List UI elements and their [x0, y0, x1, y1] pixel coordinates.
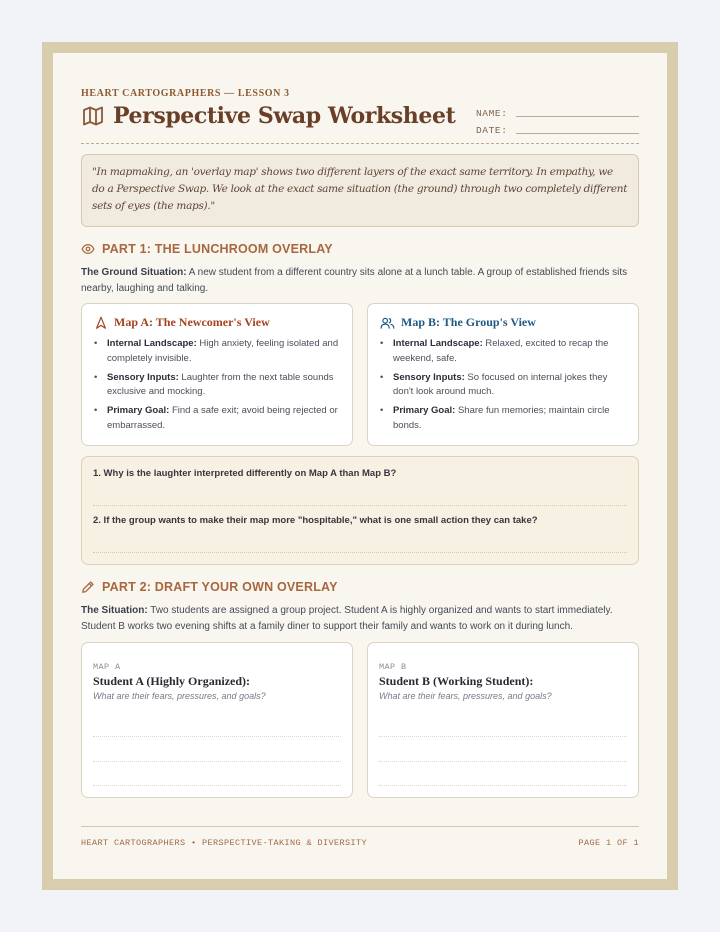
users-icon	[380, 316, 395, 330]
page-title: Perspective Swap Worksheet	[113, 103, 456, 129]
lesson-kicker: HEART CARTOGRAPHERS — LESSON 3	[81, 88, 290, 99]
name-line[interactable]	[516, 116, 639, 117]
ground-situation	[81, 265, 639, 296]
name-label: NAME:	[476, 108, 508, 119]
title-row	[81, 103, 455, 129]
part2-situation	[81, 603, 639, 634]
reflection-questions	[81, 456, 639, 565]
writing-line[interactable]	[93, 761, 341, 762]
footer-divider	[81, 826, 639, 827]
draft-map-a-card	[81, 642, 353, 798]
list-item: • Primary Goal: Find a safe exit; avoid being rejected or embarrassed.	[94, 405, 338, 431]
map-b-card	[367, 303, 639, 446]
eye-icon	[81, 242, 95, 256]
part2-heading	[81, 580, 338, 594]
footer-left: HEART CARTOGRAPHERS • PERSPECTIVE-TAKING & DIVERSITY	[81, 838, 368, 848]
compass-icon	[94, 316, 108, 330]
list-item: • Internal Landscape: High anxiety, feeling isolated and completely invisible.	[94, 338, 339, 364]
map-icon	[81, 104, 105, 128]
draft-map-a-tag: MAP A	[93, 662, 121, 672]
draft-map-b-name: Student B (Working Student):	[379, 674, 534, 688]
date-line[interactable]	[516, 133, 639, 134]
date-field[interactable]	[476, 119, 639, 136]
list-item: • Sensory Inputs: Laughter from the next table sounds exclusive and mocking.	[94, 371, 334, 397]
map-a-title: Map A: The Newcomer's View	[114, 315, 270, 329]
writing-line[interactable]	[379, 785, 627, 786]
page-number: PAGE 1 OF 1	[578, 838, 639, 848]
list-item: • Sensory Inputs: So focused on internal jokes they don't look around much.	[380, 371, 608, 397]
part2-situation-label: The Situation:	[81, 605, 148, 616]
part2-heading-text: PART 2: DRAFT YOUR OWN OVERLAY	[102, 580, 338, 594]
writing-line[interactable]	[93, 736, 341, 737]
answer-line-2[interactable]	[93, 552, 627, 553]
map-b-list	[380, 337, 628, 438]
draft-map-a-name: Student A (Highly Organized):	[93, 674, 251, 688]
part1-heading	[81, 242, 333, 256]
part1-heading-text: PART 1: THE LUNCHROOM OVERLAY	[102, 242, 333, 256]
question-2: 2. If the group wants to make their map more "hospitable," what is one small action they can take?	[93, 515, 538, 526]
footer	[81, 838, 639, 848]
writing-line[interactable]	[379, 736, 627, 737]
draft-map-b-hint: What are their fears, pressures, and goals?	[379, 691, 552, 701]
ground-situation-text: A new student from a different country sits alone at a lunch table. A group of established friends sits nearby, laughing and talking.	[81, 267, 628, 294]
ground-situation-label: The Ground Situation:	[81, 267, 187, 278]
map-a-header	[94, 315, 270, 330]
pencil-icon	[81, 580, 95, 594]
header-divider	[81, 143, 639, 144]
answer-line-1[interactable]	[93, 505, 627, 506]
writing-line[interactable]	[379, 761, 627, 762]
name-date-block	[476, 102, 639, 136]
draft-map-b-card	[367, 642, 639, 798]
writing-line[interactable]	[93, 785, 341, 786]
list-item: • Internal Landscape: Relaxed, excited to recap the weekend, safe.	[380, 338, 609, 364]
draft-map-b-tag: MAP B	[379, 662, 407, 672]
name-field[interactable]	[476, 102, 639, 119]
map-b-header	[380, 315, 536, 330]
map-a-card	[81, 303, 353, 446]
map-a-list	[94, 337, 342, 438]
intro-quote: "In mapmaking, an 'overlay map' shows two different layers of the exact same territory. In empathy, we do a Perspective Swap. We look at the exact same situation (the ground) through two completely different sets of eyes (the maps)."	[81, 154, 639, 227]
question-1: 1. Why is the laughter interpreted differently on Map A than Map B?	[93, 468, 397, 479]
worksheet-page	[53, 53, 667, 879]
map-b-title: Map B: The Group's View	[401, 315, 536, 329]
part2-situation-text: Two students are assigned a group project. Student A is highly organized and wants to start immediately. Student B works two evening shifts at a family diner to support their family and wants to work on it during lunch.	[81, 605, 613, 632]
draft-map-a-hint: What are their fears, pressures, and goals?	[93, 691, 266, 701]
list-item: • Primary Goal: Share fun memories; maintain circle bonds.	[380, 405, 610, 431]
date-label: DATE:	[476, 125, 508, 136]
